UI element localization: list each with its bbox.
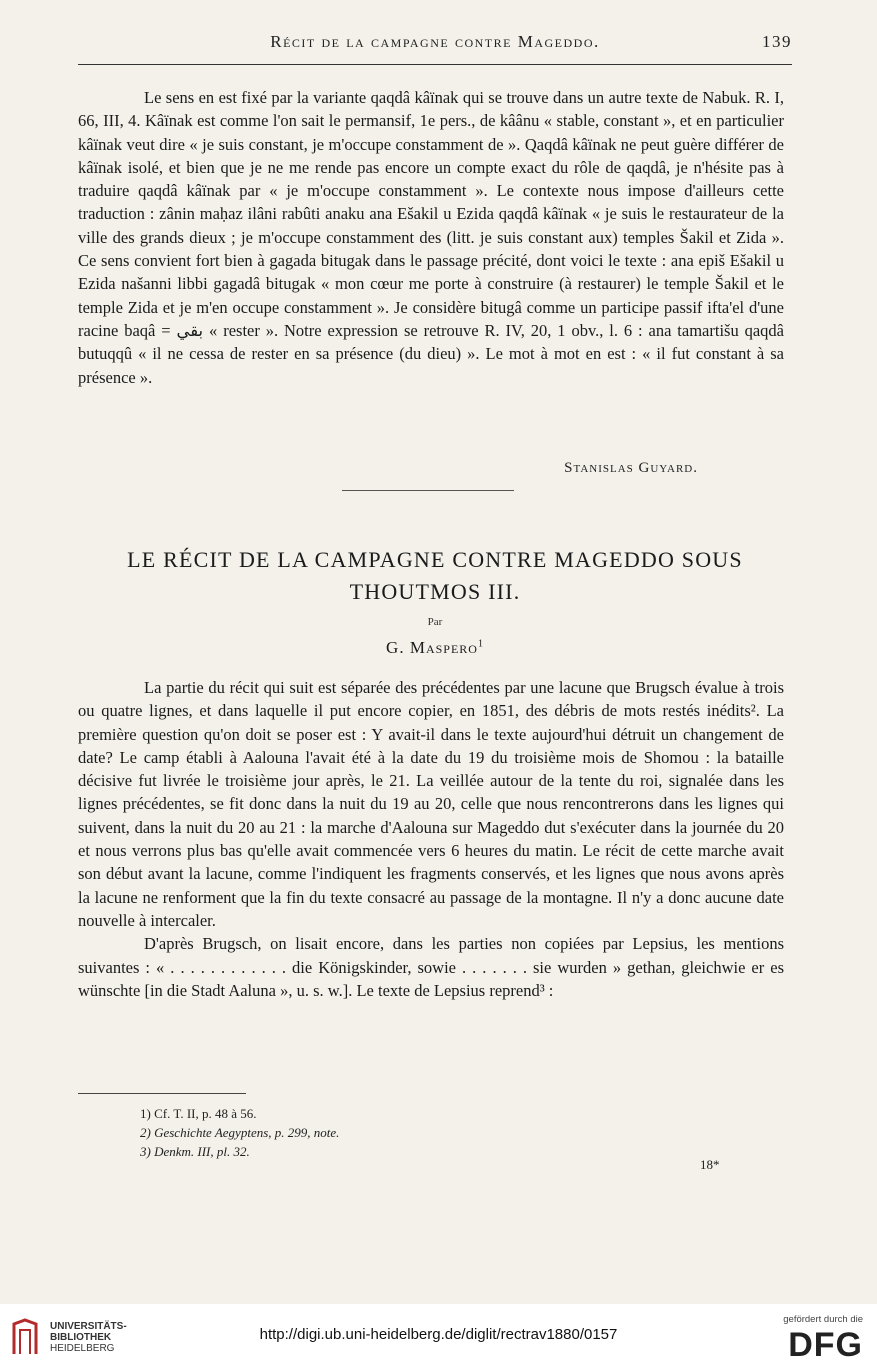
- author-name: G. Maspero: [386, 638, 478, 657]
- footnote: 2) Geschichte Aegyptens, p. 299, note.: [140, 1125, 340, 1140]
- institution-line-3: HEIDELBERG: [50, 1343, 115, 1354]
- running-head-title: Récit de la campagne contre Mageddo.: [270, 32, 600, 51]
- header-rule: [78, 64, 792, 65]
- footnotes: [140, 1104, 780, 1161]
- institution-line-1: UNIVERSITÄTS-: [50, 1321, 127, 1332]
- article-title: [78, 544, 792, 608]
- article-title-line-2: THOUTMOS III.: [349, 579, 521, 604]
- digitization-footer: [0, 1304, 877, 1369]
- footnote: 1) Cf. T. II, p. 48 à 56.: [140, 1106, 257, 1121]
- page-number: 139: [762, 32, 792, 51]
- article-paragraph: La partie du récit qui suit est séparée des précédentes par une lacune que Brugsch évalue à trois ou quatre lignes, et dans laquelle il put encore copier, en 1851, des débris de mots restés inédits². La première question qu'on doit se poser est : Y avait-il dans le texte aujourd'hui détruit un changement de date? Le camp établi à Aalouna l'avait été à la date du 19 du troisième mois de Shomou : la bataille décisive fut livrée le troisième jour après, le 21. La veillée autour de la tente du roi, signalée dans les lignes précédentes, se fit donc dans la nuit du 19 au 20, celle que nous rencontrerons dans les lignes qui suivent, dans la nuit du 20 au 21 : la marche d'Aalouna sur Mageddo dut s'exécuter dans la journée du 20 et nous verrons plus bas qu'elle avait commencée vers 6 heures du matin. Le récit de cette marche avait son début avant la lacune, comme l'indiquent les fragments conservés, et les lignes que nous avons après la lacune ne renforment que la fin du texte consacré au passage de la montagne. Il n'y a donc aucune date nouvelle à intercaler.: [78, 678, 784, 930]
- byline-par: Par: [427, 616, 443, 628]
- footnote-rule: [78, 1093, 246, 1094]
- previous-article-paragraph: Le sens en est fixé par la variante qaqdâ kâïnak qui se trouve dans un autre texte de Nabuk. R. I, 66, III, 4. Kâïnak est comme l'on sait le permansif, 1e pers., de kâânu « stable, constant », et en particulier kâïnak veut dire « je suis constant, je m'occupe constamment de ». Qaqdâ kâïnak ne peut guère différer de kâïnak isolé, et bien que je ne me rende pas encore un compte exact du rôle de qaqdâ, je n'hésite pas à traduire qaqdâ kâïnak par « je m'occupe constamment ». Le contexte nous impose d'ailleurs cette traduction : zânin maḥaz ilâni rabûti anaku ana Ešakil u Ezida qaqdâ kâïnak « je suis le restaurateur de la ville des grands dieux ; je m'occupe constamment des (litt. je suis constant aux) temples Šakil et Zida ». Ce sens convient fort bien à gagada bitugak dans le passage précité, dont voici le texte : ana epiš Ešakil u Ezida našanni libbi gagadâ bitugak « mon cœur me porte à construire (à restaurer) le temple Šakil et le temple Zida et je m'en occupe constamment ». Je considère bitugâ comme un participe passif ifta'el d'une racine baqâ = بقي « rester ». Notre expression se retrouve R. IV, 20, 1 obv., l. 6 : ana tamartišu qaqdâ butuqqû « il ne cessa de rester en sa présence (du dieu) ». Le mot à mot en est : « il fut constant à sa présence ».: [78, 88, 784, 387]
- article-author: [78, 638, 792, 658]
- institution-line-2: BIBLIOTHEK: [50, 1332, 112, 1343]
- previous-article-text: [78, 86, 784, 389]
- running-head: [78, 32, 792, 58]
- dfg-logo: DFG: [788, 1326, 863, 1364]
- funding-note: gefördert durch die: [783, 1314, 863, 1325]
- section-divider: [342, 490, 514, 491]
- source-url-link[interactable]: http://digi.ub.uni-heidelberg.de/diglit/rectrav1880/0157: [259, 1326, 618, 1343]
- author-footnote-mark: 1: [477, 638, 484, 650]
- article-paragraph: D'après Brugsch, on lisait encore, dans les parties non copiées par Lepsius, les mentions suivantes : « . . . . . . . . . . . . die Königskinder, sowie . . . . . . . sie wurden » gethan, gleichwie er es wünschte [in die Stadt Aaluna », u. s. w.]. Le texte de Lepsius reprend³ :: [78, 934, 784, 1000]
- sheet-signature: 18*: [700, 1157, 720, 1172]
- previous-article-signature: Stanislas Guyard.: [564, 460, 698, 476]
- footnote: 3) Denkm. III, pl. 32.: [140, 1144, 250, 1159]
- article-body: [78, 676, 784, 1002]
- article-title-line-1: LE RÉCIT DE LA CAMPAGNE CONTRE MAGEDDO SOUS: [127, 547, 743, 572]
